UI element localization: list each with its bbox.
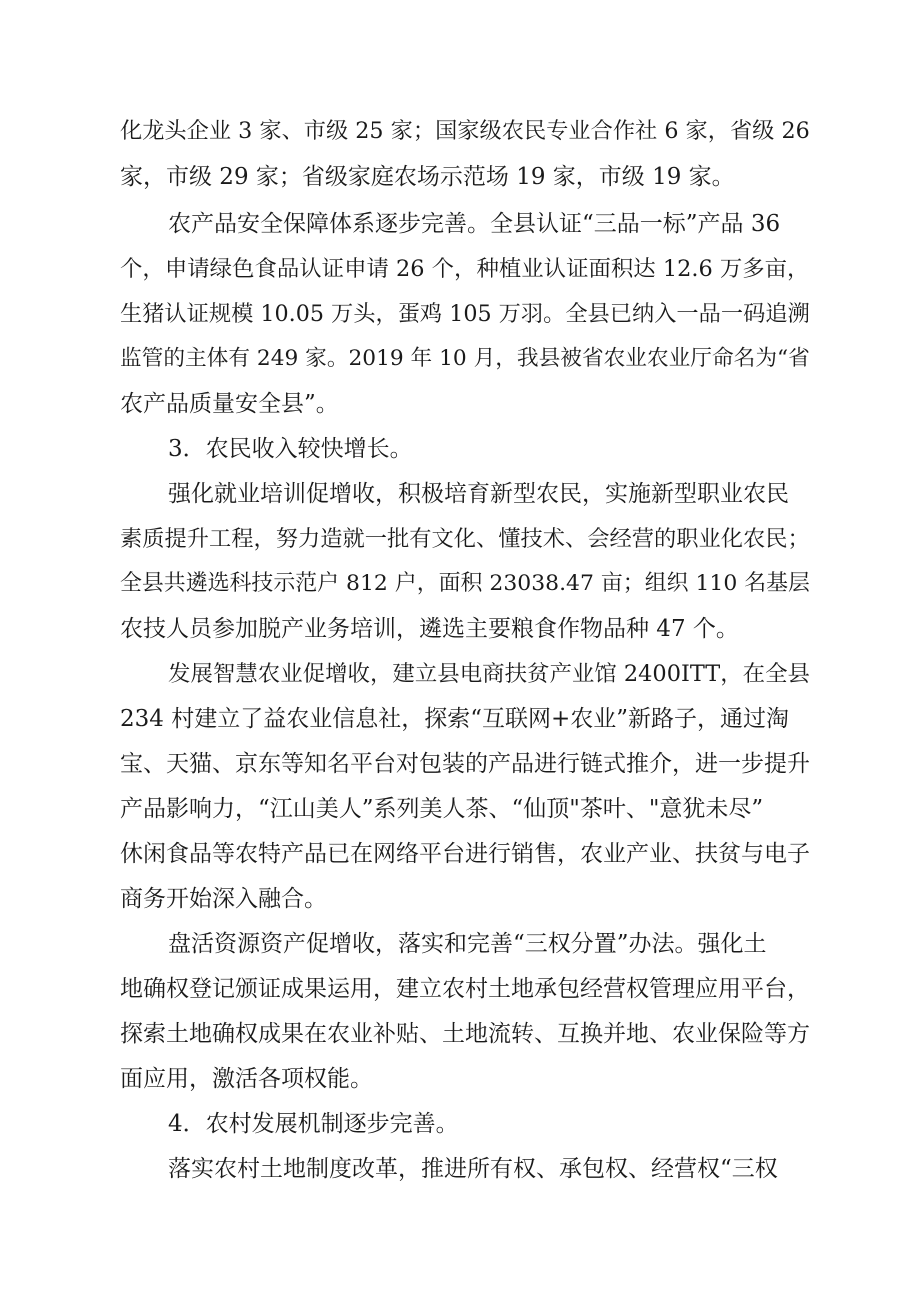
paragraph-line: 生猪认证规模 10.05 万头，蛋鸡 105 万羽。全县已纳入一品一码追溯 — [120, 301, 810, 327]
paragraph-line: 全县共遴选科技示范户 812 户，面积 23038.47 亩；组织 110 名基层 — [120, 571, 810, 596]
paragraph-line: 发展智慧农业促增收，建立县电商扶贫产业馆 2400ITT，在全县 — [168, 661, 810, 687]
paragraph-line: 监管的主体有 249 家。2019 年 10 月，我县被省农业农业厅命名为“省 — [120, 346, 810, 371]
paragraph-line: 强化就业培训促增收，积极培育新型农民，实施新型职业农民 — [168, 481, 789, 507]
paragraph-line: 宝、天猫、京东等知名平台对包装的产品进行链式推介，进一步提升 — [120, 751, 810, 777]
paragraph-line: 商务开始深入融合。 — [120, 886, 327, 912]
paragraph-line: 地确权登记颁证成果运用，建立农村土地承包经营权管理应用平台， — [120, 976, 810, 1002]
paragraph-line: 产品影响力，“江山美人”系列美人茶、“仙顶"茶叶、"意犹未尽” — [120, 796, 764, 822]
paragraph-line: 农技人员参加脱产业务培训，遴选主要粮食作物品种 47 个。 — [120, 616, 739, 642]
paragraph-line: 落实农村土地制度改革，推进所有权、承包权、经营权“三权 — [168, 1156, 778, 1182]
paragraph-line: 休闲食品等农特产品已在网络平台进行销售，农业产业、扶贫与电子 — [120, 841, 810, 867]
paragraph-line: 探索土地确权成果在农业补贴、土地流转、互换并地、农业保险等方 — [120, 1021, 810, 1047]
paragraph-line: 农产品安全保障体系逐步完善。全县认证“三品一标”产品 36 — [168, 211, 781, 237]
paragraph-line: 家，市级 29 家；省级家庭农场示范场 19 家，市级 19 家。 — [120, 164, 735, 190]
paragraph-line: 素质提升工程，努力造就一批有文化、懂技术、会经营的职业化农民； — [120, 526, 810, 552]
paragraph-line: 234 村建立了益农业信息社，探索“互联网+农业”新路子，通过淘 — [120, 706, 789, 732]
paragraph-line: 化龙头企业 3 家、市级 25 家；国家级农民专业合作社 6 家，省级 26 — [120, 118, 810, 144]
paragraph-line: 盘活资源资产促增收，落实和完善“三权分置”办法。强化土 — [168, 931, 767, 957]
paragraph-line: 个，申请绿色食品认证申请 26 个，种植业认证面积达 12.6 万多亩， — [120, 256, 810, 282]
paragraph-line: 农产品质量安全县”。 — [120, 391, 339, 417]
section-heading: 3．农民收入较快增长。 — [168, 436, 413, 462]
section-heading: 4．农村发展机制逐步完善。 — [168, 1111, 459, 1137]
paragraph-line: 面应用，激活各项权能。 — [120, 1066, 373, 1092]
